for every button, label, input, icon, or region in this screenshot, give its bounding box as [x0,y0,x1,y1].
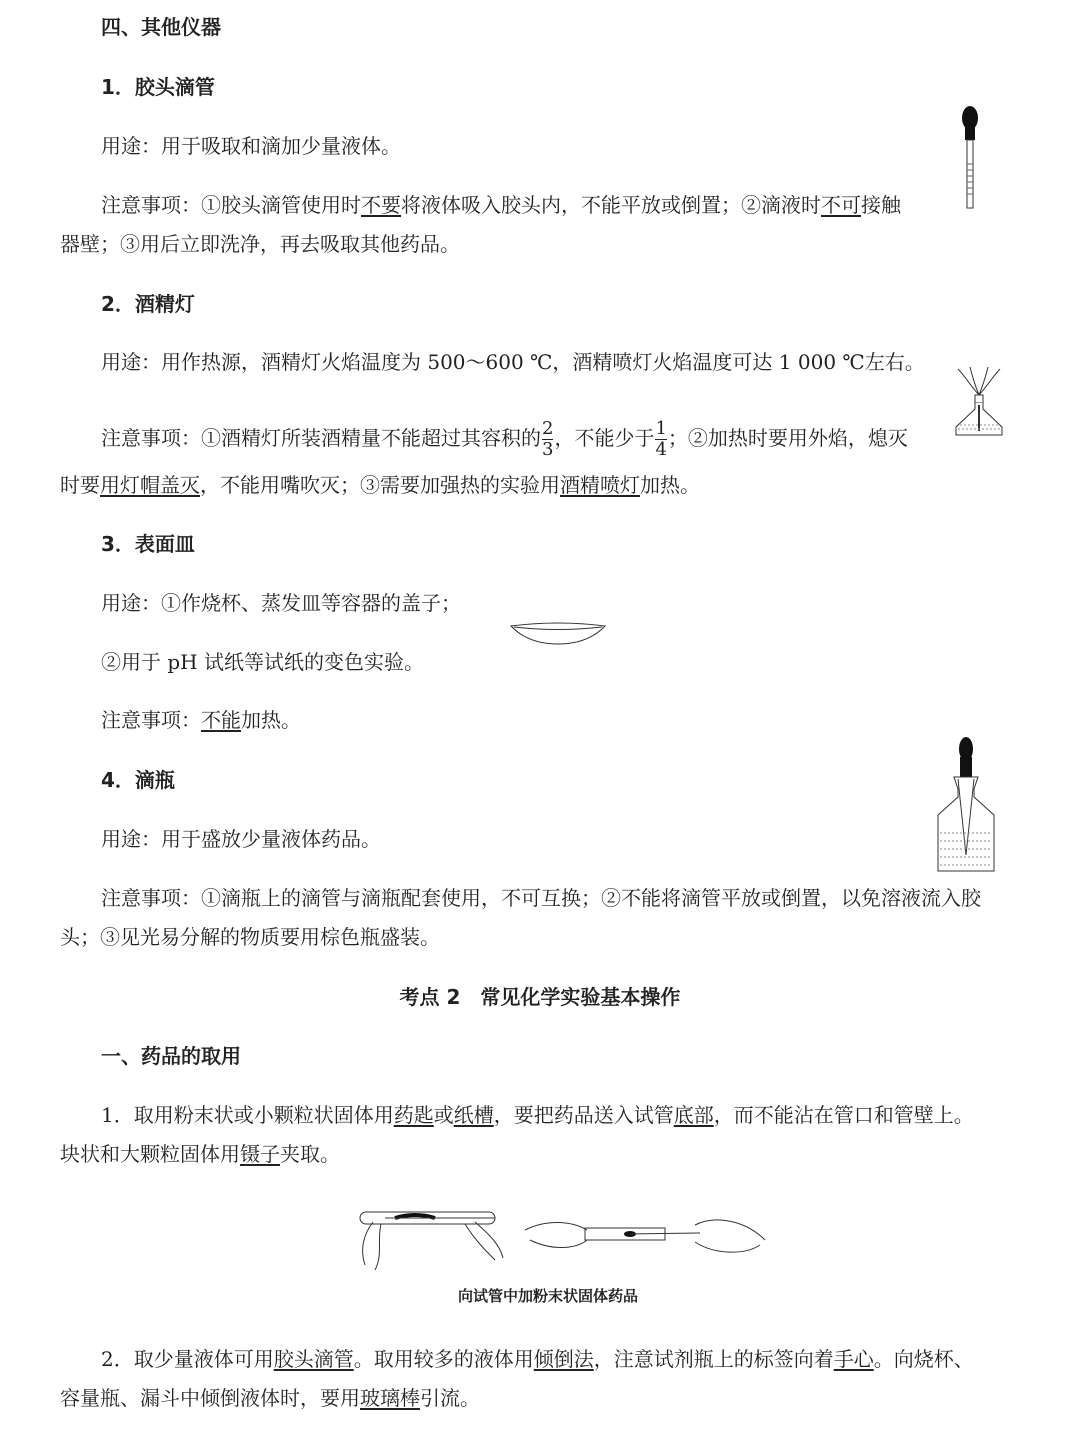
key-term: 不可 [821,193,861,217]
lamp-note [101,419,908,460]
bottle-note: 注意事项：①滴瓶上的滴管与滴瓶配套使用，不可互换；②不能将滴管平放或倒置，以免溶液流入胶 [101,886,981,910]
section-heading: 一、药品的取用 [101,1044,241,1068]
text: 夹取。 [280,1142,340,1166]
text: ，要把药品送入试管 [493,1103,674,1127]
text: ，不能少于 [554,426,655,450]
numerator: 1 [655,418,667,439]
text: 引流。 [420,1386,480,1410]
dropper-use: 用途：用于吸取和滴加少量液体。 [101,134,401,158]
watchglass-use-2: ②用于 pH 试纸等试纸的变色实验。 [101,650,424,674]
bottle-title: 4．滴瓶 [101,768,175,792]
text: 。向烧杯、 [873,1347,974,1371]
key-term: 酒精喷灯 [560,473,640,497]
bottle-use: 用途：用于盛放少量液体药品。 [101,827,381,851]
paragraph-1 [101,1103,974,1127]
fraction-two-thirds [542,419,553,460]
text: 注意事项：①酒精灯所装酒精量不能超过其容积的 [101,426,541,450]
text: 注意事项： [101,708,201,732]
figure-caption: 向试管中加粉末状固体药品 [458,1287,639,1305]
text: ，而不能沾在管口和管壁上。 [713,1103,974,1127]
section-heading: 四、其他仪器 [101,15,221,39]
numerator: 2 [542,418,554,439]
text: 加热。 [640,473,700,497]
bottle-note-cont: 头；③见光易分解的物质要用棕色瓶盛装。 [60,925,440,949]
watchglass-title: 3．表面皿 [101,532,195,556]
key-term: 玻璃棒 [360,1386,420,1410]
dropper-illustration [955,104,985,214]
key-term: 不要 [361,193,401,217]
key-term: 胶头滴管 [273,1347,354,1371]
alcohol-lamp-illustration [950,365,1008,440]
text: 2．取少量液体可用 [101,1347,274,1371]
paragraph-2-cont [60,1386,480,1410]
text: 块状和大颗粒固体用 [60,1142,240,1166]
lamp-note-cont [60,473,700,497]
denominator: 3 [542,439,554,460]
key-term: 倾倒法 [533,1347,594,1371]
text: ；②加热时要用外焰，熄灭 [667,426,908,450]
text: 。取用较多的液体用 [353,1347,534,1371]
watchglass-note [101,708,301,732]
key-term: 不能 [201,708,241,732]
denominator: 4 [655,439,667,460]
lamp-use: 用途：用作热源，酒精灯火焰温度为 500～600 ℃，酒精喷灯火焰温度可达 1 000 ℃左右。 [101,350,925,374]
text: 或 [433,1103,454,1127]
dropper-bottle-illustration [930,735,1000,877]
watch-glass-illustration [508,618,608,648]
key-term: 手心 [833,1347,874,1371]
key-term: 镊子 [240,1142,280,1166]
text: ，不能用嘴吹灭；③需要加强热的实验用 [200,473,560,497]
section-title: 考点 2 常见化学实验基本操作 [399,985,681,1009]
key-term: 药匙 [393,1103,434,1127]
dropper-note [101,193,901,217]
watchglass-use-1: 用途：①作烧杯、蒸发皿等容器的盖子； [101,591,461,615]
key-term: 底部 [673,1103,714,1127]
test-tube-powder-illustration [355,1200,775,1275]
key-term: 纸槽 [453,1103,494,1127]
dropper-note-cont: 器壁；③用后立即洗净，再去吸取其他药品。 [60,232,460,256]
dropper-title: 1．胶头滴管 [101,75,215,99]
text: 加热。 [241,708,301,732]
paragraph-2 [101,1347,974,1371]
paragraph-1-cont [60,1142,340,1166]
text: 将液体吸入胶头内，不能平放或倒置；②滴液时 [401,193,821,217]
key-term: 用灯帽盖灭 [100,473,200,497]
text: 1．取用粉末状或小颗粒状固体用 [101,1103,394,1127]
fraction-one-quarter [655,419,666,460]
text: 容量瓶、漏斗中倾倒液体时，要用 [60,1386,360,1410]
text: 接触 [861,193,901,217]
text: ，注意试剂瓶上的标签向着 [593,1347,834,1371]
lamp-title: 2．酒精灯 [101,292,195,316]
text: 注意事项：①胶头滴管使用时 [101,193,361,217]
text: 时要 [60,473,100,497]
